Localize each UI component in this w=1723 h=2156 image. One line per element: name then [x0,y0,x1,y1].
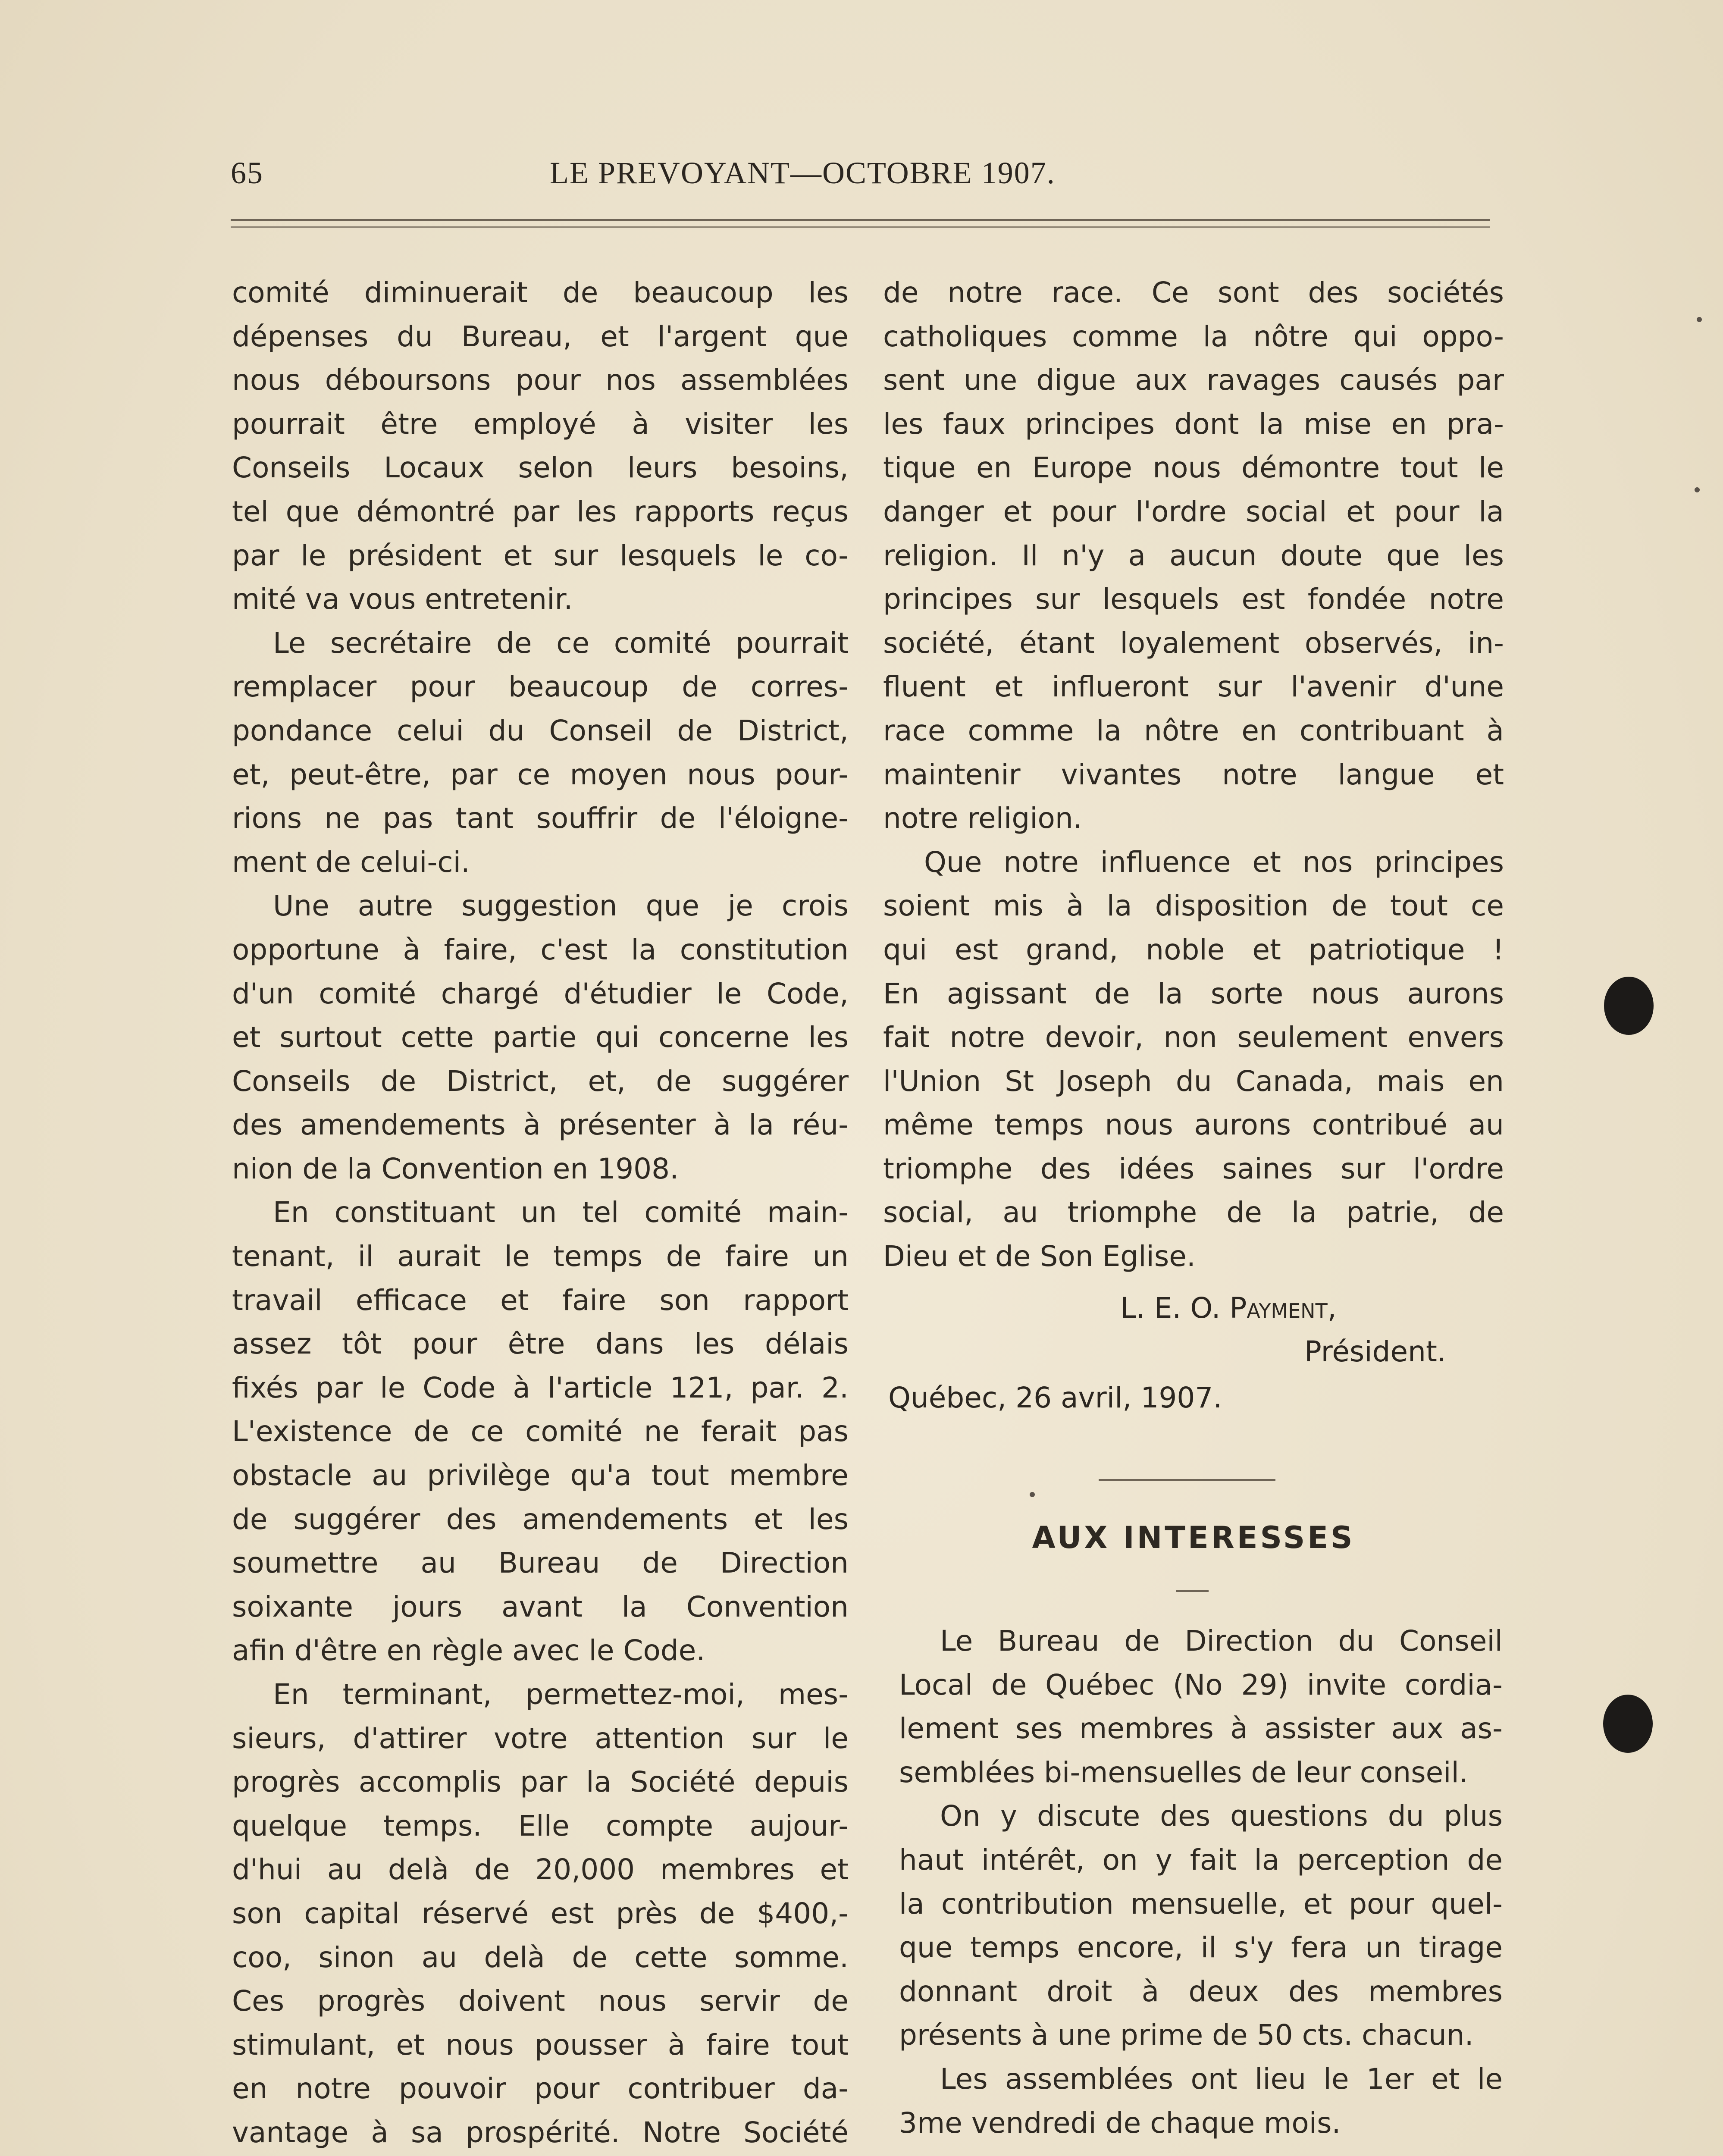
text-line: Conseils de District, et, de suggérer [232,1064,849,1098]
text-line: qui est grand, noble et patriotique ! [883,933,1504,966]
text-line: tenant, il aurait le temps de faire un [232,1240,849,1273]
text-line: lement ses membres à assister aux as- [899,1712,1503,1745]
text-line: comité diminuerait de beaucoup les [232,276,849,309]
text-line: société, étant loyalement observés, in- [883,626,1504,660]
page-header [231,151,1490,203]
text-line: 3me vendredi de chaque mois. [899,2106,1341,2140]
place-date: Québec, 26 avril, 1907. [888,1381,1222,1414]
text-line: des amendements à présenter à la réu- [232,1108,849,1142]
text-line: Le Bureau de Direction du Conseil [940,1624,1503,1658]
paragraph [883,271,1504,840]
text-line: remplacer pour beaucoup de corres- [232,670,849,704]
binding-hole-upper [1604,977,1654,1035]
text-line: Dieu et de Son Eglise. [883,1240,1196,1273]
text-line: obstacle au privilège qu'a tout membre [232,1459,849,1492]
text-line: Ces progrès doivent nous servir de [232,1984,849,2018]
text-line: de suggérer des amendements et les [232,1502,849,1536]
text-line: même temps nous aurons contribué au [883,1108,1504,1142]
text-line: pourrait être employé à visiter les [232,407,849,441]
paper-speck [1697,317,1702,322]
text-line: par le président et sur lesquels le co- [232,539,849,572]
text-line: en notre pouvoir pour contribuer da- [232,2072,849,2106]
text-line: que temps encore, il s'y fera un tirage [899,1931,1503,1965]
text-line: Que notre influence et nos principes [924,845,1504,879]
text-line: tique en Europe nous démontre tout le [883,451,1504,485]
text-line: nion de la Convention en 1908. [232,1152,679,1185]
text-line: Le secrétaire de ce comité pourrait [273,626,849,660]
text-line [232,2155,849,2156]
text-line: Local de Québec (No 29) invite cordia- [899,1668,1503,1702]
text-line: race comme la nôtre en contribuant à [883,714,1504,747]
paragraph [899,2057,1503,2145]
text-line: travail efficace et faire son rapport [232,1283,849,1317]
text-line: de notre race. Ce sont des sociétés [883,276,1504,309]
text-line: Une autre suggestion que je crois [273,889,849,923]
text-line: notre religion. [883,802,1082,835]
text-line: mité va vous entretenir. [232,583,573,616]
text-line: sieurs, d'attirer votre attention sur le [232,1721,849,1755]
running-title: LE PREVOYANT—OCTOBRE 1907. [550,156,1056,190]
section-divider [1099,1479,1275,1481]
text-line: catholiques comme la nôtre qui oppo- [883,320,1504,353]
paragraph [232,1673,849,2156]
paragraph [899,1619,1503,1794]
left-column [232,271,849,2156]
paragraph [232,1191,849,1673]
text-line: sent une digue aux ravages causés par [883,364,1504,397]
text-line: Conseils Locaux selon leurs besoins, [232,451,849,485]
text-line: opportune à faire, c'est la constitution [232,933,849,966]
signature-name: L. E. O. Payment, [1120,1291,1337,1325]
text-line: les faux principes dont la mise en pra- [883,407,1504,441]
text-line: En constituant un tel comité main- [273,1196,849,1229]
paragraph [883,840,1504,1279]
text-line: d'un comité chargé d'étudier le Code, [232,977,849,1010]
notice-body [899,1619,1503,2145]
text-line: présents à une prime de 50 cts. chacun. [899,2018,1474,2052]
text-line: vantage à sa prospérité. Notre Société [232,2115,849,2149]
binding-hole-lower [1603,1695,1653,1753]
text-line: son capital réservé est près de $400,- [232,1896,849,1930]
text-line: religion. Il n'y a aucun doute que les [883,539,1504,572]
text-line: pondance celui du Conseil de District, [232,714,849,747]
text-line: et, peut-être, par ce moyen nous pour- [232,758,849,791]
text-line: progrès accomplis par la Société depuis [232,1765,849,1799]
text-line: tel que démontré par les rapports reçus [232,495,849,528]
text-line: danger et pour l'ordre social et pour la [883,495,1504,528]
paper-speck [1030,1492,1035,1497]
text-line: L'existence de ce comité ne ferait pas [232,1415,849,1448]
text-line: soumettre au Bureau de Direction [232,1546,849,1580]
text-line: fait notre devoir, non seulement envers [883,1021,1504,1054]
notice-heading: AUX INTERESSES [1032,1520,1355,1555]
text-line: ment de celui-ci. [232,845,470,879]
text-line: On y discute des questions du plus [940,1799,1503,1833]
text-line: semblées bi-mensuelles de leur conseil. [899,1755,1468,1789]
text-line: d'hui au delà de 20,000 membres et [232,1853,849,1887]
text-line: soient mis à la disposition de tout ce [883,889,1504,923]
text-line: et surtout cette partie qui concerne les [232,1021,849,1054]
paragraph [232,271,849,621]
text-line: coo, sinon au delà de cette somme. [232,1940,849,1974]
signature-title: Président. [1304,1335,1446,1368]
text-line: afin d'être en règle avec le Code. [232,1634,705,1667]
text-line: principes sur lesquels est fondée notre [883,583,1504,616]
text-line: maintenir vivantes notre langue et [883,758,1504,791]
header-rule-bottom [231,226,1490,228]
text-line: En terminant, permettez-moi, mes- [273,1678,849,1711]
paragraph [899,1794,1503,2057]
text-line: nous déboursons pour nos assemblées [232,364,849,397]
text-line: soixante jours avant la Convention [232,1590,849,1623]
text-line: dépenses du Bureau, et l'argent que [232,320,849,353]
text-line: la contribution mensuelle, et pour quel- [899,1887,1503,1921]
text-line: stimulant, et nous pousser à faire tout [232,2028,849,2062]
text-line: En agissant de la sorte nous aurons [883,977,1504,1010]
text-line: quelque temps. Elle compte aujour- [232,1809,849,1843]
page-number: 65 [231,156,263,190]
right-column [883,271,1504,1279]
text-line: l'Union St Joseph du Canada, mais en [883,1064,1504,1098]
heading-dash [1176,1590,1209,1592]
paragraph [232,884,849,1191]
text-line: rions ne pas tant souffrir de l'éloigne- [232,802,849,835]
text-line: donnant droit à deux des membres [899,1974,1503,2008]
text-line: haut intérêt, on y fait la perception de [899,1843,1503,1877]
text-line: fixés par le Code à l'article 121, par. 2. [232,1371,849,1404]
text-line: assez tôt pour être dans les délais [232,1327,849,1361]
text-line: social, au triomphe de la patrie, de [883,1196,1504,1229]
paper-speck [1695,487,1700,492]
text-line: triomphe des idées saines sur l'ordre [883,1152,1504,1185]
text-line: fluent et influeront sur l'avenir d'une [883,670,1504,704]
paragraph [232,621,849,884]
header-rule-top [231,219,1490,221]
text-line: Les assemblées ont lieu le 1er et le [940,2062,1503,2096]
